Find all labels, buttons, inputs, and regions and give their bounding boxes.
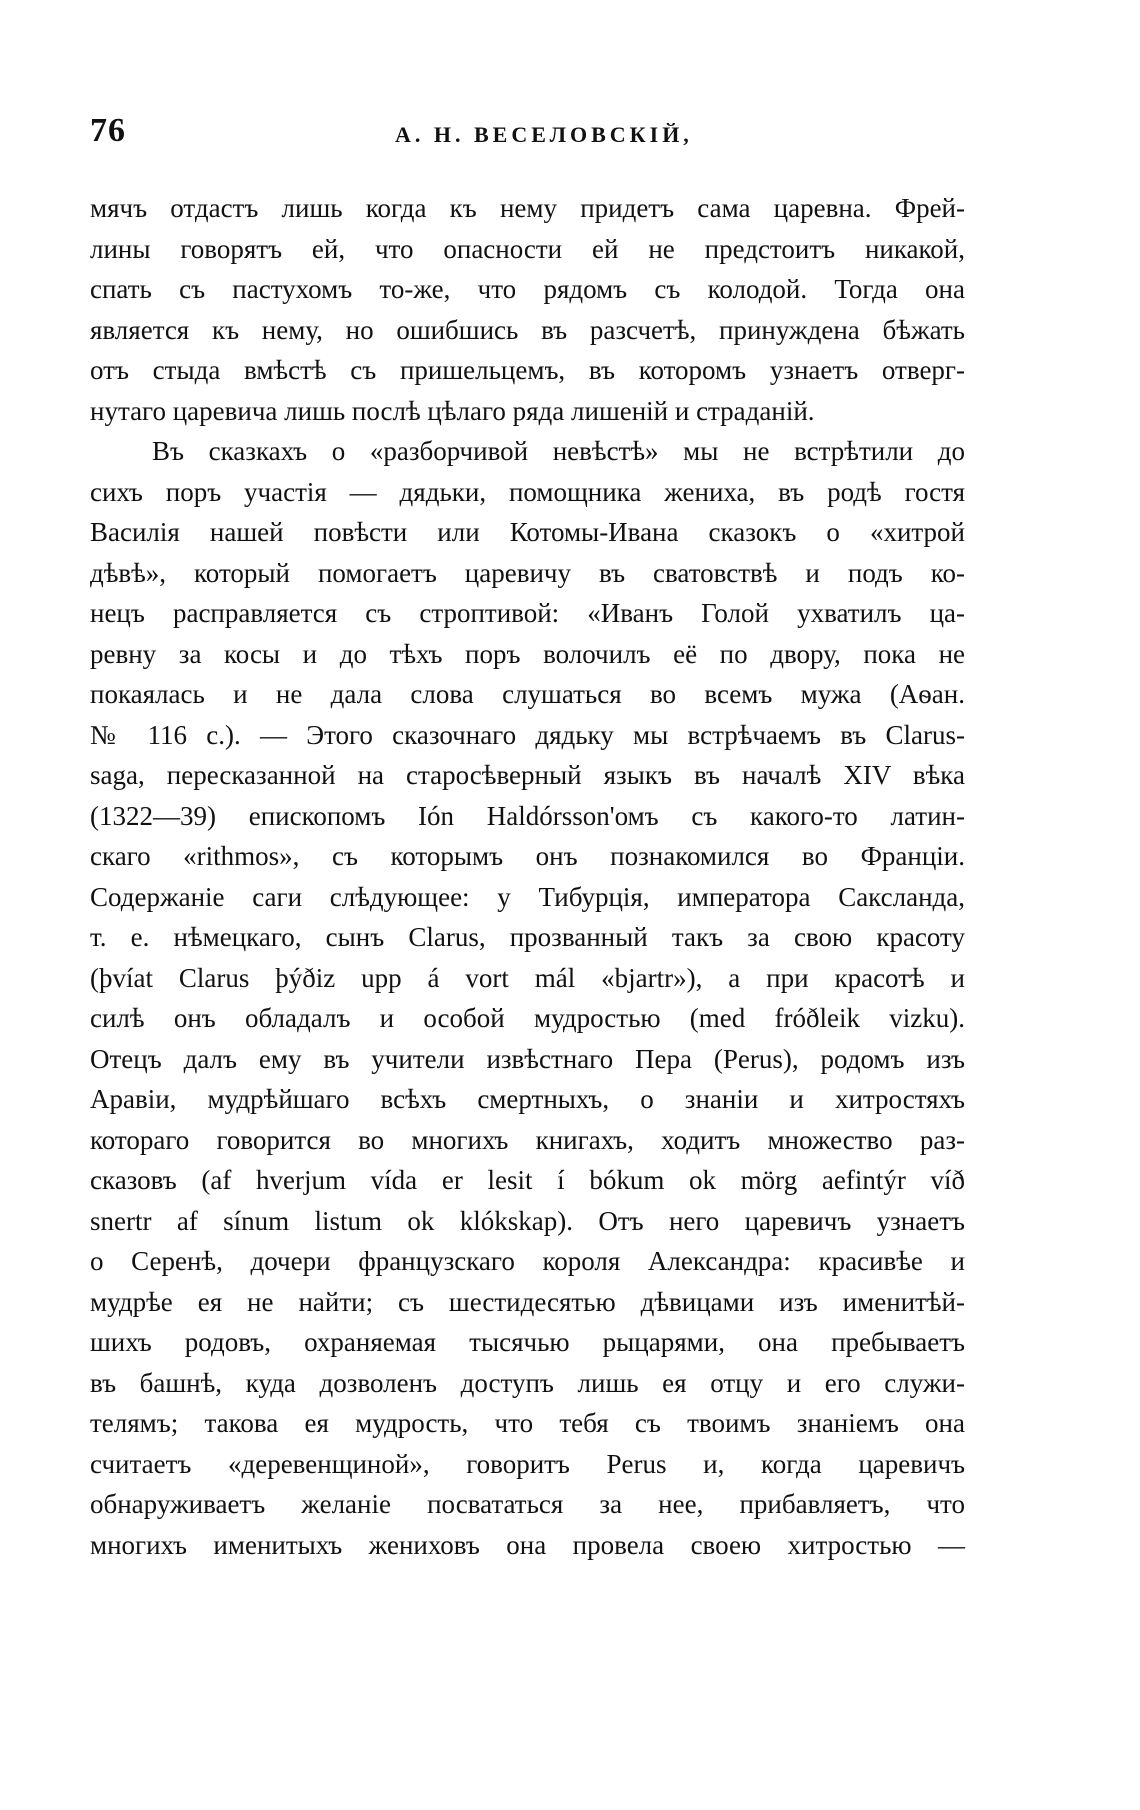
running-head: А. Н. ВЕСЕЛОВСКІЙ, [395,122,693,147]
text-line: въ башнѣ, куда дозволенъ доступъ лишь ея отцу и его служи- [90,1367,965,1398]
text-line: (þvíat Clarus þýðiz upp á vort mál «bjartr»), а при красотѣ и [90,962,965,993]
text-line: мячъ отдастъ лишь когда къ нему придетъ сама царевна. Фрей- [90,193,965,223]
text-line: (1322—39) епископомъ Ión Haldórsson'омъ съ какого-то латин- [90,800,965,831]
page-header [90,112,970,162]
text-line: т. е. нѣмецкаго, сынъ Clarus, прозванный такъ за свою красоту [90,922,965,952]
text-line: о Серенѣ, дочери французскаго короля Александра: красивѣе и [90,1246,965,1276]
text-line: телямъ; такова ея мудрость, что тебя съ твоимъ знаніемъ она [90,1408,965,1438]
text-line: saga, пересказанной на старосѣверный языкъ въ началѣ XIV вѣка [90,760,965,790]
text-line: является къ нему, но ошибшись въ разсчетѣ, принуждена бѣжать [90,314,965,345]
text-line: многихъ именитыхъ жениховъ она провела своею хитростью — [90,1529,965,1560]
text-line: Въ сказкахъ о «разборчивой невѣстѣ» мы не встрѣтили до [152,436,965,466]
text-line: обнаруживаетъ желаніе посвататься за нее, прибавляетъ, что [90,1489,965,1519]
text-line: покаялась и не дала слова слушаться во всемъ мужа (Аѳан. [90,679,965,709]
text-line: Аравіи, мудрѣйшаго всѣхъ смертныхъ, о знаніи и хитростяхъ [90,1084,965,1114]
text-line: силѣ онъ обладалъ и особой мудростью (med fróðleik vizku). [90,1003,965,1033]
text-line: сказовъ (af hverjum vída er lesit í bókum ok mörg aefintýr víð [90,1165,965,1195]
text-line: дѣвѣ», который помогаетъ царевичу въ сватовствѣ и подъ ко- [90,557,965,588]
text-line: мудрѣе ея не найти; съ шестидесятью дѣвицами изъ именитѣй- [90,1286,965,1317]
page-number: 76 [90,112,126,149]
text-line: Отецъ далъ ему въ учители извѣстнаго Пера (Perus), родомъ изъ [90,1043,965,1074]
text-line: скаго «rithmos», съ которымъ онъ познакомился во Франціи. [90,841,965,871]
text-line: нецъ расправляется съ строптивой: «Иванъ Голой ухватилъ ца- [90,598,965,628]
text-line: отъ стыда вмѣстѣ съ пришельцемъ, въ которомъ узнаетъ отверг- [90,355,965,385]
text-line: № 116 с.). — Этого сказочнаго дядьку мы встрѣчаемъ въ Clarus- [90,719,965,750]
text-line: ревну за косы и до тѣхъ поръ волочилъ её по двору, пока не [90,638,965,669]
text-line: лины говорятъ ей, что опасности ей не предстоитъ никакой, [90,233,965,264]
body-text [90,188,965,1565]
text-line: нутаго царевича лишь послѣ цѣлаго ряда лишеній и страданій. [90,395,815,426]
text-line: спать съ пастухомъ то-же, что рядомъ съ колодой. Тогда она [90,274,965,304]
text-line: шихъ родовъ, охраняемая тысячью рыцарями, она пребываетъ [90,1327,965,1357]
text-line: Василія нашей повѣсти или Котомы-Ивана сказокъ о «хитрой [90,517,965,547]
text-line: Содержаніе саги слѣдующее: у Тибурція, императора Саксланда, [90,881,965,912]
text-line: сихъ поръ участія — дядьки, помощника жениха, въ родѣ гостя [90,476,965,507]
text-line: котораго говорится во многихъ книгахъ, ходитъ множество раз- [90,1124,965,1155]
text-line: считаетъ «деревенщиной», говоритъ Perus и, когда царевичъ [90,1448,965,1479]
text-line: snertr af sínum listum ok klókskap). Отъ него царевичъ узнаетъ [90,1205,965,1236]
